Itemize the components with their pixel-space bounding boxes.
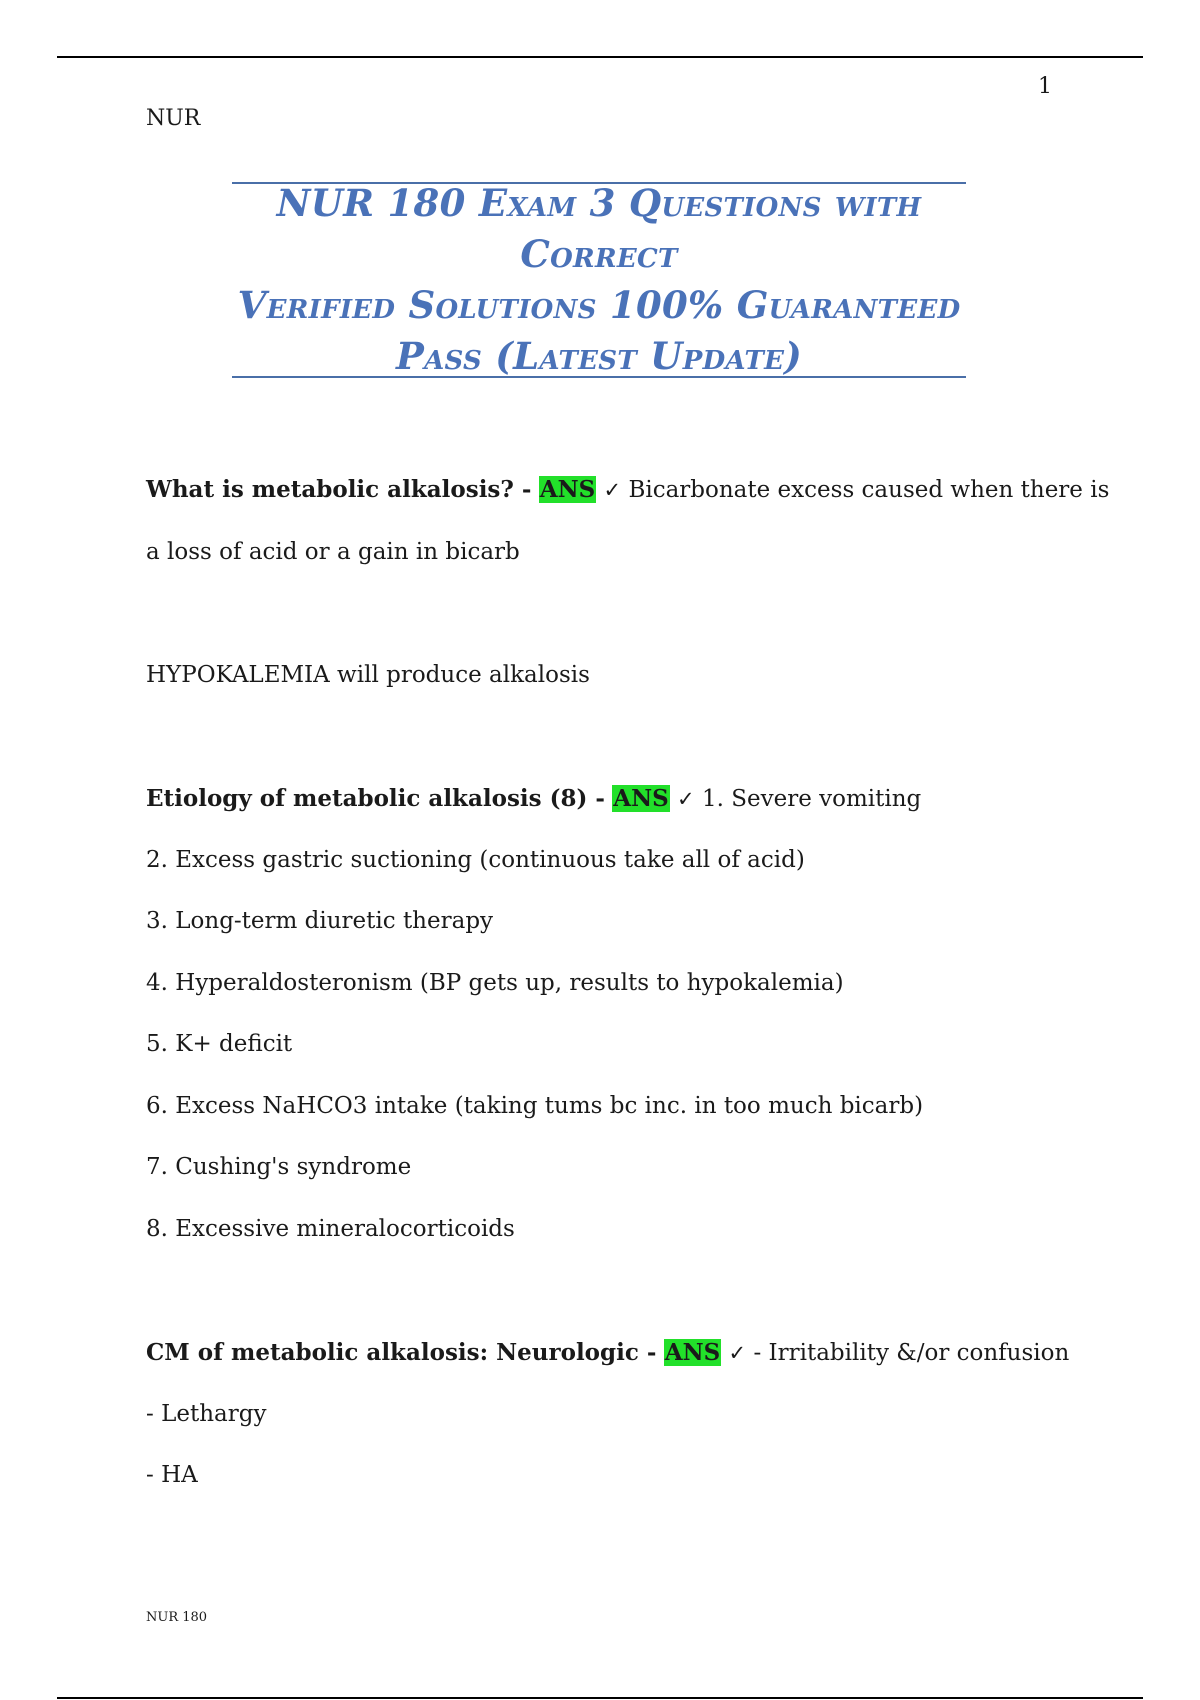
answer-2-first: 1. Severe vomiting (701, 786, 922, 812)
answer-line: 4. Hyperaldosteronism (BP gets up, results to hypokalemia) (146, 970, 844, 996)
answer-line: 5. K+ deficit (146, 1031, 293, 1057)
qa-1-first-line (146, 476, 1109, 503)
document-title (232, 178, 966, 382)
top-rule (57, 56, 1143, 58)
title-line-1: NUR 180 Exam 3 Questions with Correct (276, 181, 922, 276)
answer-line: 8. Excessive mineralocorticoids (146, 1216, 515, 1242)
title-box (232, 182, 966, 378)
qa-2-first-line (146, 785, 921, 812)
ans-highlight: ANS (664, 1339, 721, 1366)
answer-line: - Lethargy (146, 1401, 267, 1427)
check-icon: ✓ (728, 1341, 747, 1365)
question-3: CM of metabolic alkalosis: Neurologic - (146, 1339, 657, 1366)
answer-line: HYPOKALEMIA will produce alkalosis (146, 662, 590, 688)
answer-line: 7. Cushing's syndrome (146, 1154, 412, 1180)
check-icon: ✓ (603, 478, 622, 502)
ans-highlight: ANS (539, 476, 596, 503)
answer-line: a loss of acid or a gain in bicarb (146, 539, 520, 565)
question-2: Etiology of metabolic alkalosis (8) - (146, 785, 605, 812)
page-header: NUR (146, 106, 201, 131)
answer-line: 3. Long-term diuretic therapy (146, 908, 494, 934)
bottom-rule (57, 1697, 1143, 1699)
answer-3-first: - Irritability &/or confusion (753, 1340, 1070, 1366)
answer-line: 6. Excess NaHCO3 intake (taking tums bc inc. in too much bicarb) (146, 1093, 924, 1119)
question-1: What is metabolic alkalosis? - (146, 476, 532, 503)
check-icon: ✓ (677, 787, 695, 811)
qa-3-first-line (146, 1339, 1069, 1366)
answer-line: 2. Excess gastric suctioning (continuous take all of acid) (146, 847, 805, 873)
title-line-3: Pass (Latest Update) (395, 334, 803, 378)
answer-1-first: Bicarbonate excess caused when there is (628, 477, 1110, 503)
answer-line: - HA (146, 1462, 198, 1488)
page-number: 1 (1038, 74, 1052, 99)
page-footer: NUR 180 (146, 1610, 208, 1625)
title-line-2: Verified Solutions 100% Guaranteed (237, 283, 961, 327)
ans-highlight: ANS (613, 785, 669, 812)
